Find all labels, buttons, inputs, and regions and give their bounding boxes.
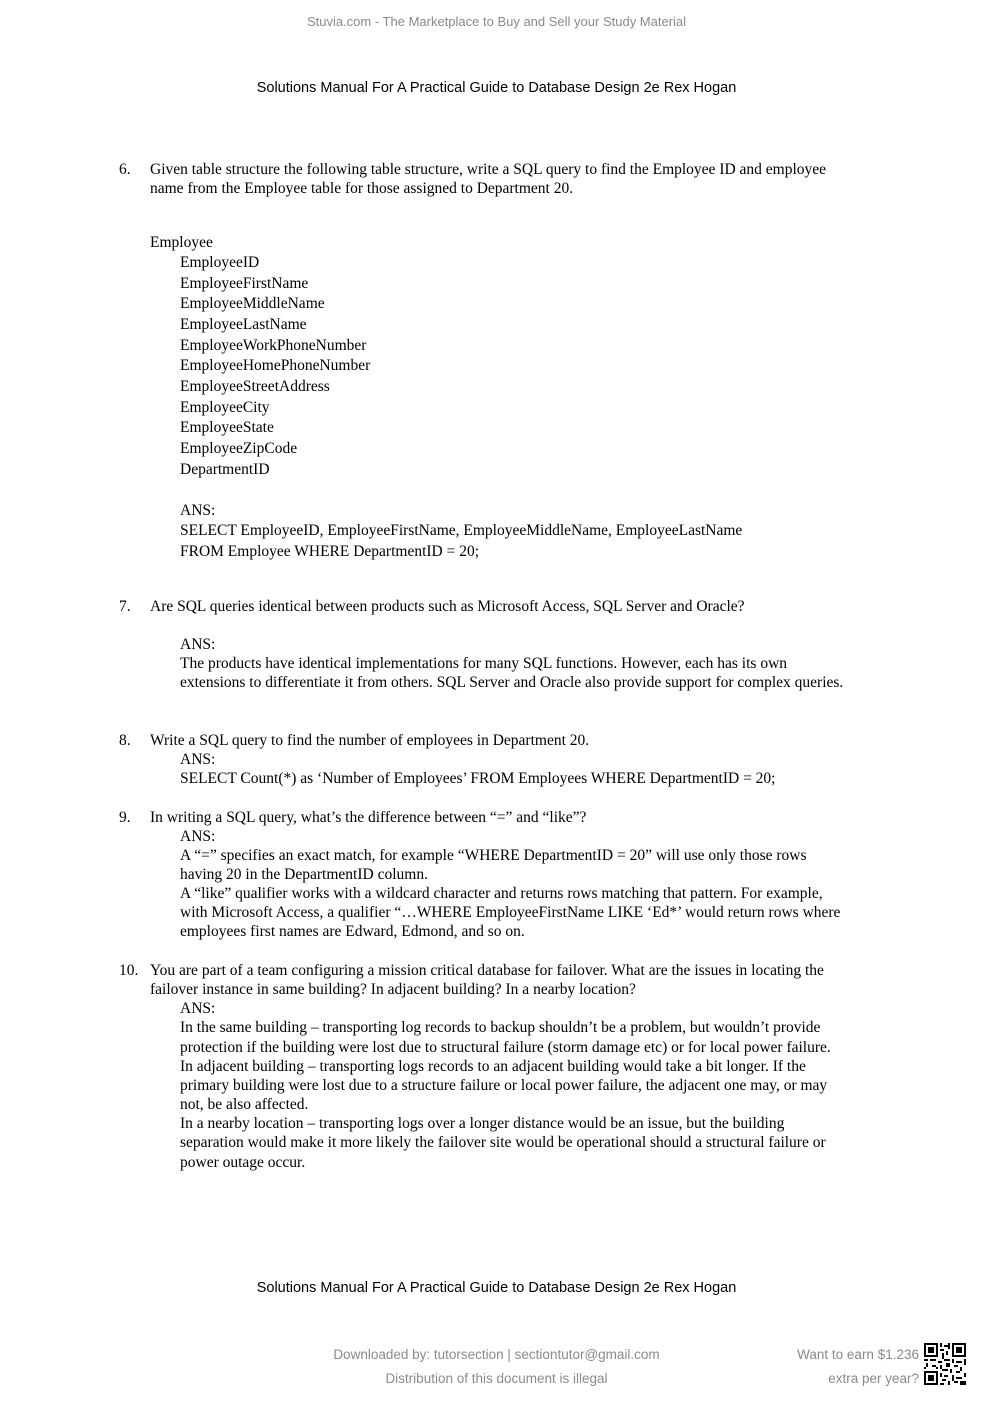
watermark-text: Stuvia.com - The Marketplace to Buy and Sell your Study Material [306,14,687,29]
footer-title: Solutions Manual For A Practical Guide to Database Design 2e Rex Hogan [256,1280,737,1296]
q6-question-line: name from the Employee table for those assigned to Department 20. [150,180,574,197]
q8-question: Write a SQL query to find the number of employees in Department 20. [150,732,590,749]
header-title: Solutions Manual For A Practical Guide to Database Design 2e Rex Hogan [256,80,737,96]
q9-answer-line: with Microsoft Access, a qualifier “…WHERE EmployeeFirstName LIKE ‘Ed*’ would return rows where [180,904,841,921]
q6-field: EmployeeID [180,254,260,271]
promo-link-line1[interactable]: Want to earn $1.236 [797,1347,919,1362]
q9-answer-line: employees first names are Edward, Edmond, and so on. [180,923,525,940]
q9-question: In writing a SQL query, what’s the difference between “=” and “like”? [150,809,587,826]
q8-number: 8. [119,732,131,749]
q6-field: EmployeeCity [180,399,270,416]
q6-answer-line: FROM Employee WHERE DepartmentID = 20; [180,543,480,560]
q10-number: 10. [119,962,139,979]
q9-answer-line: A “like” qualifier works with a wildcard character and returns rows matching that pattern. For example, [180,885,823,902]
q6-question-line: Given table structure the following table structure, write a SQL query to find the Employee ID and employee [150,161,827,178]
q10-ans-label: ANS: [180,1000,216,1017]
q10-answer-line: power outage occur. [180,1154,306,1171]
q6-ans-label: ANS: [180,502,216,519]
q6-field: EmployeeHomePhoneNumber [180,357,371,374]
q8-answer: SELECT Count(*) as ‘Number of Employees’ FROM Employees WHERE DepartmentID = 20; [180,770,776,787]
q9-number: 9. [119,809,131,826]
q10-answer-line: protection if the building were lost due to structural failure (storm damage etc) or for local power failure. [180,1039,831,1056]
q9-ans-label: ANS: [180,828,216,845]
q6-field: EmployeeZipCode [180,440,298,457]
q10-answer-line: In a nearby location – transporting logs over a longer distance would be an issue, but the building [180,1115,785,1132]
q7-answer-line: extensions to differentiate it from others. SQL Server and Oracle also provide support for complex queries. [180,674,844,691]
q6-table-name: Employee [150,234,213,251]
q6-number: 6. [119,161,131,178]
q6-answer-line: SELECT EmployeeID, EmployeeFirstName, EmployeeMiddleName, EmployeeLastName [180,522,743,539]
q6-field: EmployeeWorkPhoneNumber [180,337,367,354]
q6-field: DepartmentID [180,461,270,478]
q10-question-line: You are part of a team configuring a mission critical database for failover. What are the issues in locating the [150,962,824,979]
q9-answer-line: A “=” specifies an exact match, for example “WHERE DepartmentID = 20” will use only those rows [180,847,807,864]
q6-field: EmployeeLastName [180,316,307,333]
q6-field: EmployeeState [180,419,274,436]
q6-field: EmployeeMiddleName [180,295,325,312]
q6-field: EmployeeStreetAddress [180,378,330,395]
promo-link-line2[interactable]: extra per year? [828,1371,919,1386]
q10-answer-line: not, be also affected. [180,1096,309,1113]
q10-answer-line: In adjacent building – transporting logs records to an adjacent building would take a bit longer. If the [180,1058,806,1075]
q10-answer-line: primary building were lost due to a structure failure or local power failure, the adjacent one may, or may [180,1077,828,1094]
q10-answer-line: In the same building – transporting log records to backup shouldn’t be a problem, but wouldn’t provide [180,1019,821,1036]
distribution-notice: Distribution of this document is illegal [385,1371,608,1386]
q8-ans-label: ANS: [180,751,216,768]
q10-question-line: failover instance in same building? In adjacent building? In a nearby location? [150,981,636,998]
q7-question: Are SQL queries identical between products such as Microsoft Access, SQL Server and Oracle? [150,598,745,615]
q7-number: 7. [119,598,131,615]
q7-ans-label: ANS: [180,636,216,653]
downloaded-by-text: Downloaded by: tutorsection | sectiontutor@gmail.com [333,1347,660,1362]
q10-answer-line: separation would make it more likely the failover site would be operational should a structural failure or [180,1134,826,1151]
q7-answer-line: The products have identical implementations for many SQL functions. However, each has its own [180,655,788,672]
qr-code-icon[interactable] [924,1343,966,1385]
q6-field: EmployeeFirstName [180,275,309,292]
q9-answer-line: having 20 in the DepartmentID column. [180,866,428,883]
